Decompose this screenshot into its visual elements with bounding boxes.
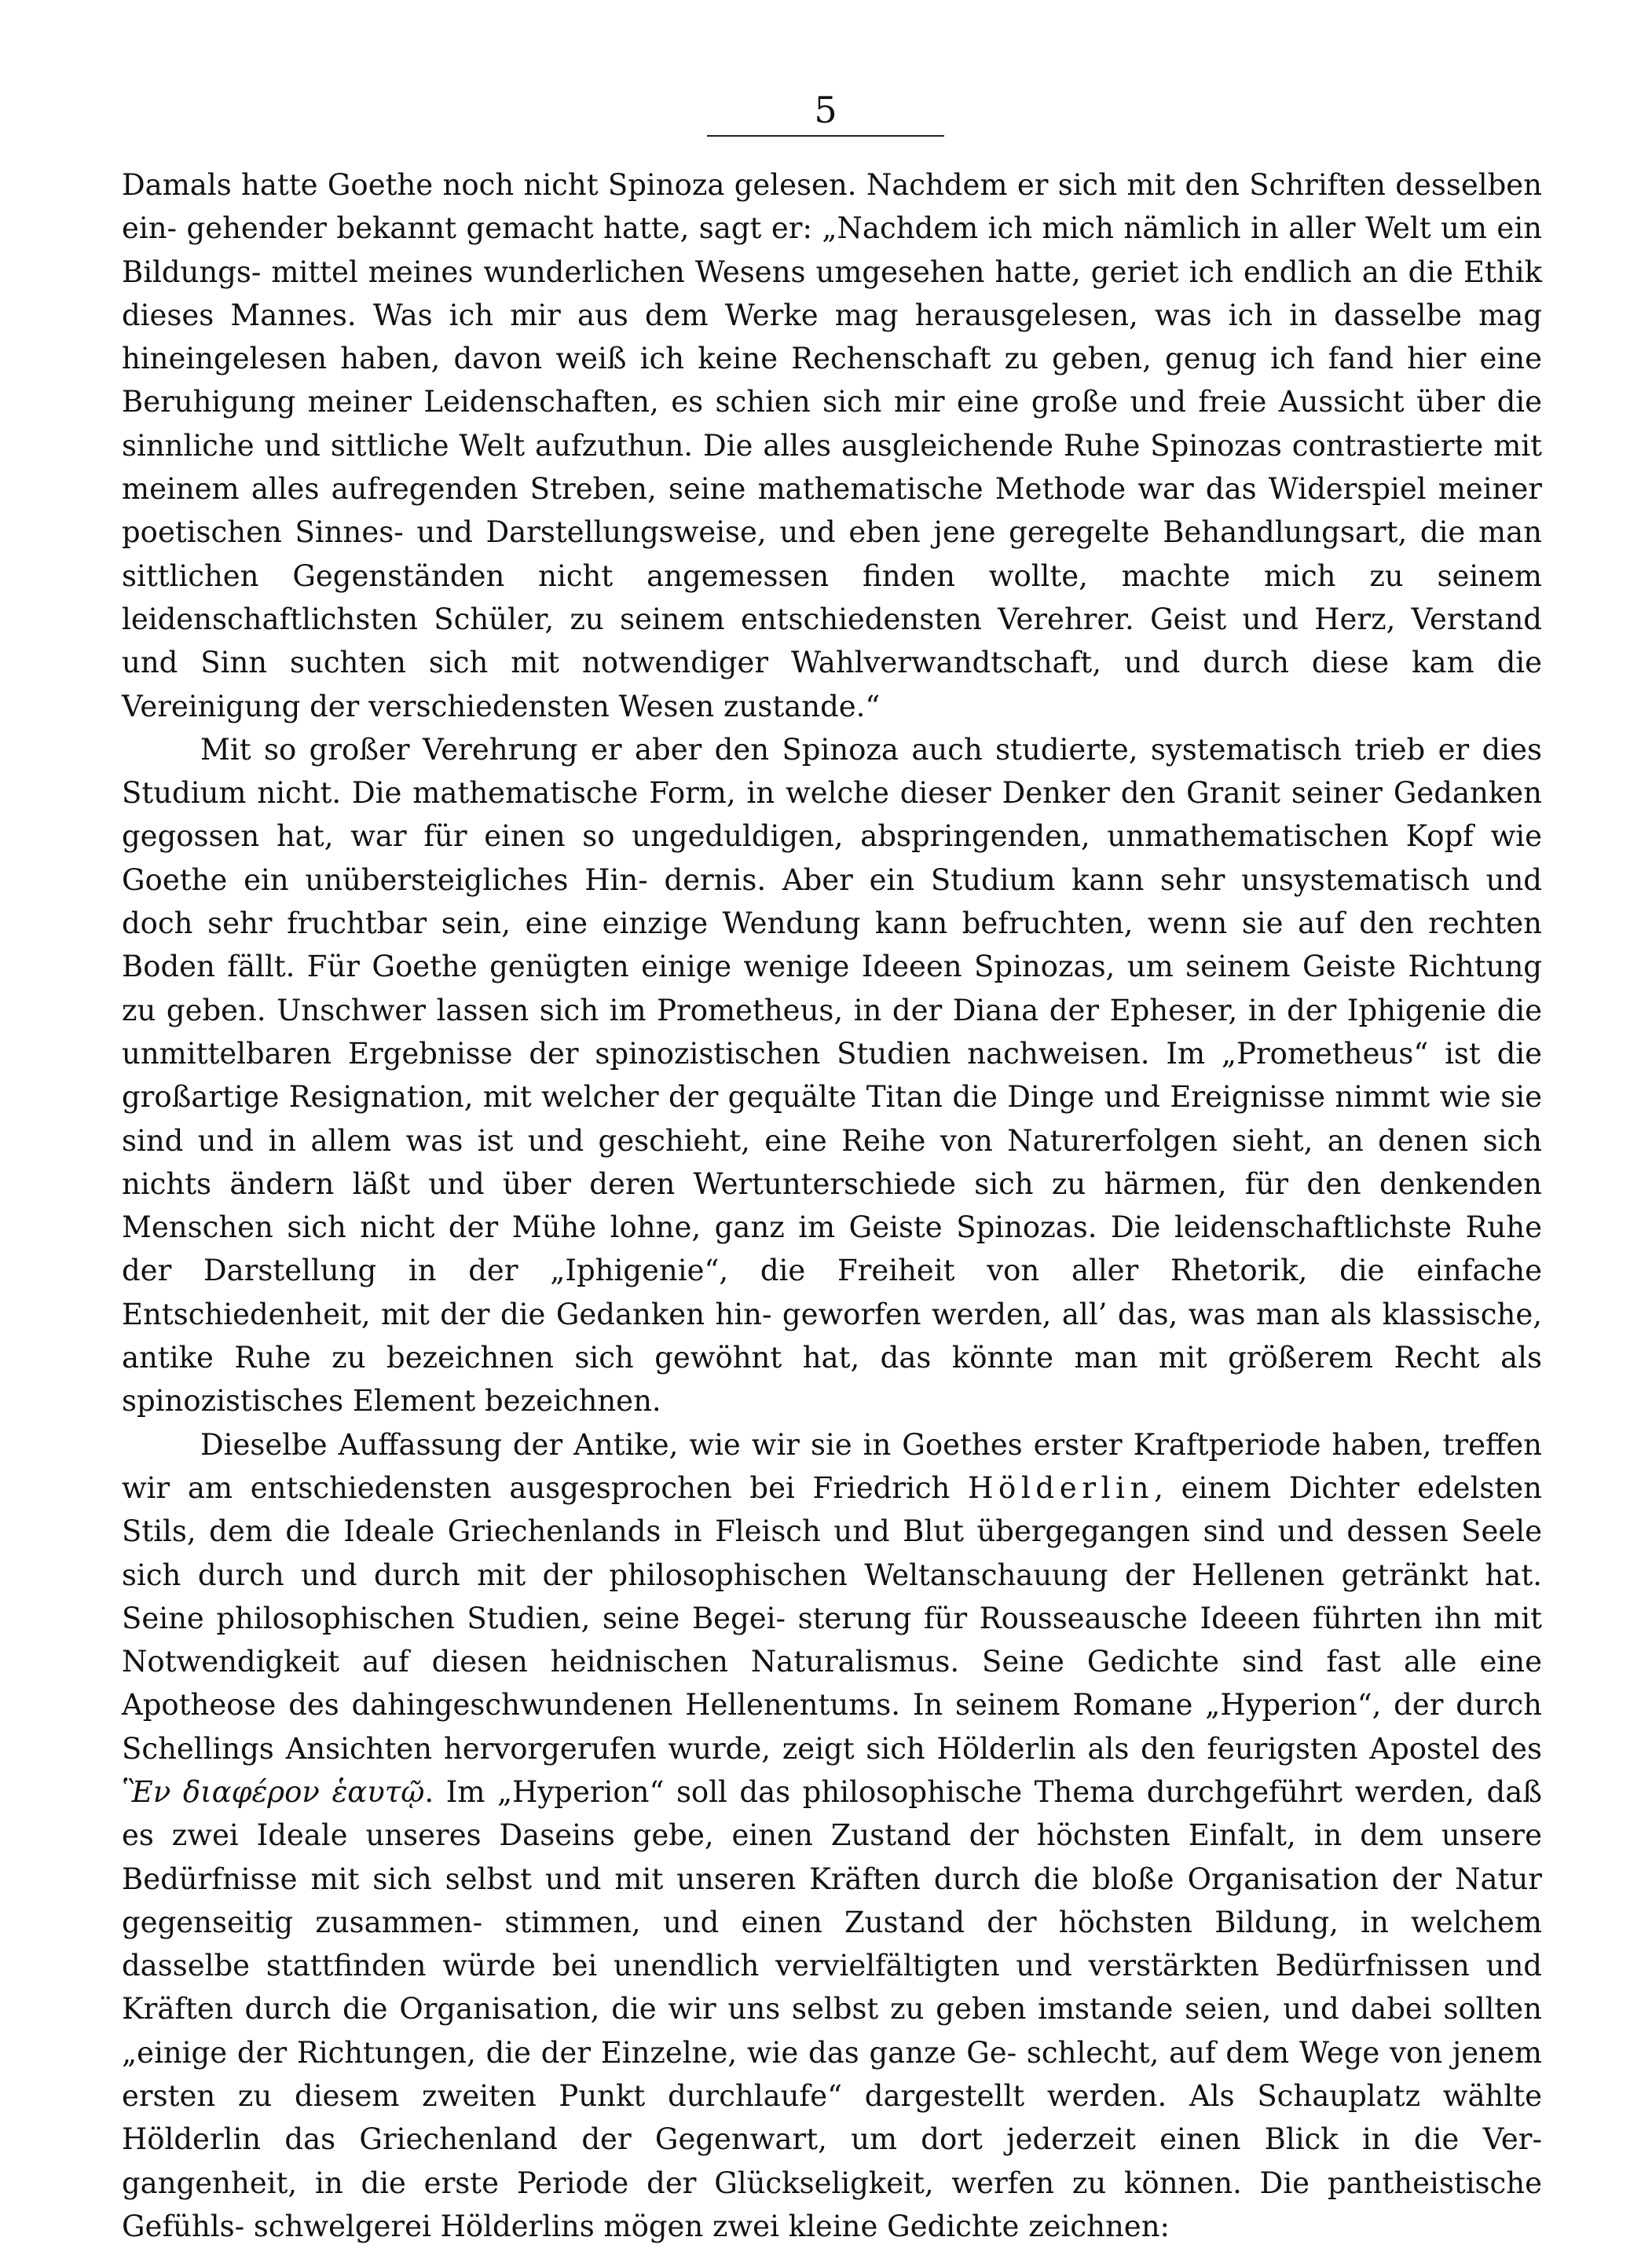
header-rule <box>707 135 944 137</box>
paragraph-hoelderlin <box>122 1423 1542 2248</box>
paragraph-hoelderlin-text-3: . Im „Hyperion“ soll das philosophische Thema durchgeführt werden, daß es zwei Ideale unseres Daseins gebe, einen Zustand der höchsten Einfalt, in dem unsere Bedürfnisse mit sich selbst und mit unseren Kräften durch die bloße Organisation der Natur gegenseitig zusammen- stimmen, und einen Zustand der höchsten Bildung, in welchem dasselbe stattfinden würde bei unendlich vervielfältigten und verstärkten Bedürfnissen und Kräften durch die Organisation, die wir uns selbst zu geben imstande seien, und dabei sollten „einige der Richtungen, die der Einzelne, wie das ganze Ge- schlecht, auf dem Wege von jenem ersten zu diesem zweiten Punkt durchlaufe“ dargestellt werden. Als Schauplatz wählte Hölderlin das Griechenland der Gegenwart, um dort jederzeit einen Blick in die Ver- gangenheit, in die erste Periode der Glückseligkeit, werfen zu können. Die pantheistische Gefühls- schwelgerei Hölderlins mögen zwei kleine Gedichte zeichnen: <box>122 1774 1542 2243</box>
paragraph-hoelderlin-text-1: Dieselbe Auffassung der Antike, wie wir sie in Goethes erster Kraftperiode haben, treffen wir am entschiedensten ausgesprochen bei Friedrich <box>122 1427 1542 1505</box>
name-hoelderlin-spaced: Hölderlin <box>968 1470 1155 1505</box>
paragraph-hoelderlin-text-2: , einem Dichter edelsten Stils, dem die Ideale Griechenlands in Fleisch und Blut übergegangen sind und dessen Seele sich durch und durch mit der philosophischen Weltanschauung der Hellenen getränkt hat. Seine philosophischen Studien, seine Begei- sterung für Rousseausche Ideeen führten ihn mit Notwendigkeit auf diesen heidnischen Naturalismus. Seine Gedichte sind fast alle eine Apotheose des dahingeschwundenen Hellenentums. In seinem Romane „Hyperion“, der durch Schellings Ansichten hervorgerufen wurde, zeigt sich Hölderlin als den feurigsten Apostel des <box>122 1470 1542 1766</box>
page-number: 5 <box>814 89 837 131</box>
paragraph-goethe-spinoza-study: Mit so großer Verehrung er aber den Spinoza auch studierte, systematisch trieb er dies Studium nicht. Die mathematische Form, in welche dieser Denker den Granit seiner Gedanken gegossen hat, war für einen so ungeduldigen, abspringenden, unmathematischen Kopf wie Goethe ein unübersteigliches Hin- dernis. Aber ein Studium kann sehr unsystematisch und doch sehr fruchtbar sein, eine einzige Wendung kann befruchten, wenn sie auf den rechten Boden fällt. Für Goethe genügten einige wenige Ideeen Spinozas, um seinem Geiste Richtung zu geben. Unschwer lassen sich im Prometheus, in der Diana der Epheser, in der Iphigenie die unmittelbaren Ergebnisse der spinozistischen Studien nachweisen. Im „Prometheus“ ist die großartige Resignation, mit welcher der gequälte Titan die Dinge und Ereignisse nimmt wie sie sind und in allem was ist und geschieht, eine Reihe von Naturerfolgen sieht, an denen sich nichts ändern läßt und über deren Wertunterschiede sich zu härmen, für den denkenden Menschen sich nicht der Mühe lohne, ganz im Geiste Spinozas. Die leidenschaftlichste Ruhe der Darstellung in der „Iphigenie“, die Freiheit von aller Rhetorik, die einfache Entschiedenheit, mit der die Gedanken hin- geworfen werden, all’ das, was man als klassische, antike Ruhe zu bezeichnen sich gewöhnt hat, das könnte man mit größerem Recht als spinozistisches Element bezeichnen. <box>122 732 1542 1419</box>
body-text <box>122 163 1542 2248</box>
greek-phrase: Ἓν διαφέρον ἑαυτῷ <box>122 1774 425 1809</box>
paragraph-goethe-spinoza-quote: Damals hatte Goethe noch nicht Spinoza gelesen. Nachdem er sich mit den Schriften desselben ein- gehender bekannt gemacht hatte, sagt er: „Nachdem ich mich nämlich in aller Welt um ein Bildungs- mittel meines wunderlichen Wesens umgesehen hatte, geriet ich endlich an die Ethik dieses Mannes. Was ich mir aus dem Werke mag herausgelesen, was ich in dasselbe mag hineingelesen haben, davon weiß ich keine Rechenschaft zu geben, genug ich fand hier eine Beruhigung meiner Leidenschaften, es schien sich mir eine große und freie Aussicht über die sinnliche und sittliche Welt aufzuthun. Die alles ausgleichende Ruhe Spinozas contrastierte mit meinem alles aufregenden Streben, seine mathematische Methode war das Widerspiel meiner poetischen Sinnes- und Darstellungsweise, und eben jene geregelte Behandlungsart, die man sittlichen Gegenständen nicht angemessen finden wollte, machte mich zu seinem leidenschaftlichsten Schüler, zu seinem entschiedensten Verehrer. Geist und Herz, Verstand und Sinn suchten sich mit notwendiger Wahlverwandtschaft, und durch diese kam die Vereinigung der verschiedensten Wesen zustande.“ <box>122 168 1542 723</box>
